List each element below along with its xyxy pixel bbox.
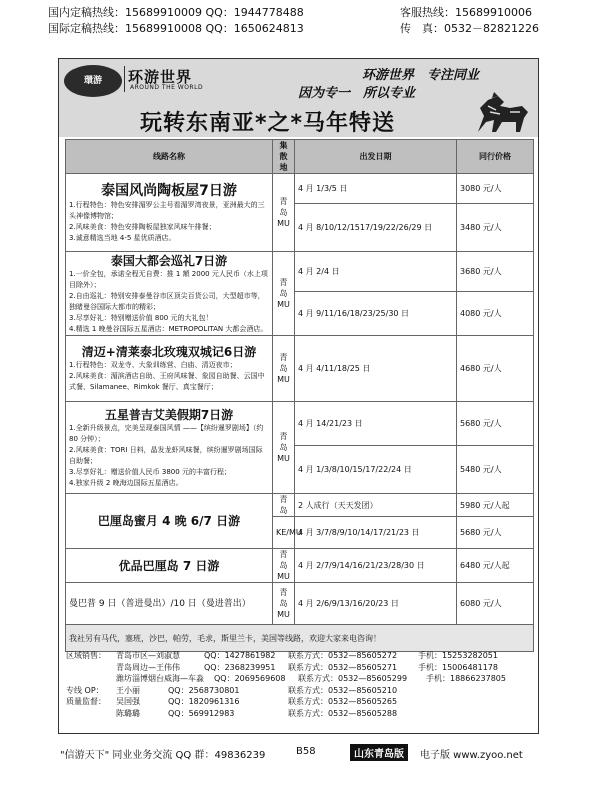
domestic-hotline: 国内定稿热线：15689910009 QQ：1944778488 xyxy=(48,6,304,19)
table-row xyxy=(66,494,534,517)
contact-phone: 联系方式：0532—85605299 xyxy=(298,674,408,684)
contact-phone: 联系方式：0532—85605272 xyxy=(288,651,398,660)
contact-qq: QQ：1427861982 xyxy=(204,651,276,660)
departure-date: 4 月 1/3/8/10/15/17/22/24 日 xyxy=(295,446,457,494)
contact-qq: QQ：569912983 xyxy=(168,708,235,718)
quality-label: 质量监督： xyxy=(66,697,106,707)
page-number: B58 xyxy=(296,746,316,757)
contact-person: 青岛周边—王伟伟 xyxy=(116,662,180,672)
region-label: 区域销售： xyxy=(66,651,106,660)
service-hotline: 客服热线：15689910006 xyxy=(400,6,532,19)
contact-qq: QQ：2069569608 xyxy=(214,674,286,684)
route-cell xyxy=(66,252,273,336)
contact-person: 吴国强 xyxy=(116,697,140,707)
departure-city: 青岛 xyxy=(273,494,295,517)
price: 4080 元/人 xyxy=(457,292,534,336)
route-cell xyxy=(66,494,273,549)
route-name: 曼巴普 9 日（普进曼出）/10 日（曼进普出） xyxy=(69,598,251,609)
route-desc-line: 1.一价全包，承诺全程无自费：推 1 額 2000 元人民币（水上项目除外）； xyxy=(69,269,268,289)
price: 5480 元/人 xyxy=(457,446,534,494)
price: 4680 元/人 xyxy=(457,336,534,402)
slogan-2: 因为专一 所以专业 xyxy=(298,86,416,101)
departure-date: 4 月 3/7/8/9/10/14/17/21/23 日 xyxy=(295,517,457,549)
departure-city: KE/MU xyxy=(273,517,295,549)
contact-qq: QQ：2568730801 xyxy=(168,685,240,695)
departure-city: 青岛 MU xyxy=(273,174,295,252)
contact-phone: 联系方式：0532—85605271 xyxy=(288,662,398,672)
route-name: 泰国风尚陶板屋7日游 xyxy=(101,182,237,199)
price: 5680 元/人 xyxy=(457,402,534,446)
departure-date: 4 月 4/11/18/25 日 xyxy=(295,336,457,402)
contact-person: 潍坊淄博烟台威海—车淼 xyxy=(116,674,204,684)
contact-mobile: 手机：15006481178 xyxy=(418,662,498,672)
route-name: 五星普吉艾美假期7日游 xyxy=(104,407,234,422)
horse-icon xyxy=(470,92,532,136)
international-hotline: 国际定稿热线：15689910008 QQ：1650624813 xyxy=(48,22,304,35)
table-row xyxy=(66,174,534,204)
departure-city: 青岛 MU xyxy=(273,583,295,625)
table-row xyxy=(66,252,534,292)
route-desc-line: 3.尽享好礼：特别赠送价值 800 元的大礼包！ xyxy=(69,313,213,322)
route-cell xyxy=(66,174,273,252)
route-desc-line: 2.风味美食：特色安排陶板屋独家风味午排餐； xyxy=(69,222,216,231)
contact-person: 王小丽 xyxy=(116,685,140,695)
table-header xyxy=(66,140,534,174)
departure-city: 青岛 MU xyxy=(273,336,295,402)
route-desc-line: 1.行程特色：双龙寺、大象训练营、白庙、清迈夜市； xyxy=(69,361,237,369)
route-name: 泰国大都会巡礼7日游 xyxy=(110,253,228,268)
departure-city: 青岛 MU xyxy=(273,402,295,494)
departure-date: 4 月 2/6/9/13/16/20/23 日 xyxy=(295,583,457,625)
edition-badge: 山东青岛版 xyxy=(350,744,408,761)
price: 5980 元/人起 xyxy=(457,494,534,517)
route-name: 清迈+清莱泰北玫瑰双城记6日游 xyxy=(81,345,257,359)
contact-phone: 联系方式：0532—85605288 xyxy=(288,708,398,718)
price: 5680 元/人 xyxy=(457,517,534,549)
route-desc-line: 2.风味美食：湄滨酒店自助、王府风味餐、象园自助餐、云国中式餐、Silamanee、Rimkok 餐厅、真宝餐厅； xyxy=(69,372,265,391)
footer-website: 电子版 www.zyoo.net xyxy=(420,750,523,761)
departure-date: 4 月 8/10/12/1517/19/22/26/29 日 xyxy=(295,204,457,252)
table-row xyxy=(66,549,534,583)
departure-date: 2 人成行（天天发团） xyxy=(295,494,457,517)
header-dates: 出发日期 xyxy=(295,140,457,174)
route-desc-line: 2.风味美食：TORI 日料，晶发龙虾风味餐，缤纷暹罗剧场国际自助餐； xyxy=(69,445,263,465)
contact-phone: 联系方式：0532—85605210 xyxy=(288,685,398,695)
route-desc-line: 4.独家升级 2 晚海边国际五星酒店。 xyxy=(69,478,183,487)
route-desc-line: 3.尽享好礼：赠送价值人民币 3800 元的丰富行程； xyxy=(69,467,231,476)
contact-person: 青岛市区—刘淑慧 xyxy=(116,651,180,660)
route-desc-line: 3.诚意精选当地 4-5 星优质酒店。 xyxy=(69,233,176,242)
departure-date: 4 月 1/3/5 日 xyxy=(295,174,457,204)
contact-person: 陈璐璐 xyxy=(116,708,140,718)
route-cell xyxy=(66,583,273,625)
logo-divider xyxy=(124,66,125,92)
price: 6480 元/人起 xyxy=(457,549,534,583)
contact-phone: 联系方式：0532—85605265 xyxy=(288,697,398,707)
note-row xyxy=(66,625,534,652)
route-desc-line: 1.行程特色：特色安排湄罗公主号看湄罗湾夜景，亚洲最大的三头神像博物馆； xyxy=(69,200,265,220)
route-name: 巴厘岛蜜月 4 晚 6/7 日游 xyxy=(97,514,241,528)
brand-subtitle: AROUND THE WORLD xyxy=(130,84,204,91)
price: 3080 元/人 xyxy=(457,174,534,204)
header-name: 线路名称 xyxy=(66,140,273,174)
route-desc-line: 2.自由巡礼：特别安排泰曼谷市区顶尖百货公司，大型超市等，独睹曼谷国际大都市的精彩； xyxy=(69,291,265,311)
route-cell xyxy=(66,549,273,583)
fax-number: 传 真：0532－82821226 xyxy=(400,22,539,35)
table-row xyxy=(66,583,534,625)
departure-date: 4 月 9/11/16/18/23/25/30 日 xyxy=(295,292,457,336)
departure-date: 4 月 14/21/23 日 xyxy=(295,402,457,446)
route-desc-line: 4.精选 1 晚曼谷国际五星酒店：METROPOLITAN 大都会酒店。 xyxy=(69,324,268,333)
brand-logo: 環游 xyxy=(64,65,122,97)
departure-date: 4 月 2/7/9/14/16/21/23/28/30 日 xyxy=(295,549,457,583)
route-name: 优品巴厘岛 7 日游 xyxy=(118,558,220,573)
departure-date: 4 月 2/4 日 xyxy=(295,252,457,292)
route-cell xyxy=(66,336,273,402)
price: 3480 元/人 xyxy=(457,204,534,252)
contact-qq: QQ：1820961316 xyxy=(168,697,240,707)
op-label: 专线 OP： xyxy=(66,685,104,695)
routes-table xyxy=(65,139,534,652)
price: 3680 元/人 xyxy=(457,252,534,292)
contact-mobile: 手机：18866237805 xyxy=(426,674,506,684)
route-cell xyxy=(66,402,273,494)
header-city: 集散地 xyxy=(273,140,295,174)
departure-city: 青岛 MU xyxy=(273,252,295,336)
main-title: 玩转东南亚*之*马年特送 xyxy=(140,111,396,136)
price: 6080 元/人 xyxy=(457,583,534,625)
table-row xyxy=(66,336,534,402)
departure-city: 青岛 MU xyxy=(273,549,295,583)
header-price: 同行价格 xyxy=(457,140,534,174)
footer-qq-group: "信游天下" 同业业务交流 QQ 群：49836239 xyxy=(60,750,266,761)
route-desc-line: 1.全新升级景点，完美呈现泰国风情 ——【缤纷暹罗剧场】（约 80 分钟）； xyxy=(69,423,264,443)
contact-qq: QQ：2368239951 xyxy=(204,662,276,672)
note-text: 我社另有马代，塞班，沙巴，帕劳，毛求，斯里兰卡，美国等线路，欢迎大家来电咨询！ xyxy=(66,625,534,652)
brand-name: 环游世界 xyxy=(128,68,193,86)
slogan-1: 环游世界 专注同业 xyxy=(362,68,480,83)
contact-mobile: 手机：15253282051 xyxy=(418,651,498,660)
table-row xyxy=(66,402,534,446)
